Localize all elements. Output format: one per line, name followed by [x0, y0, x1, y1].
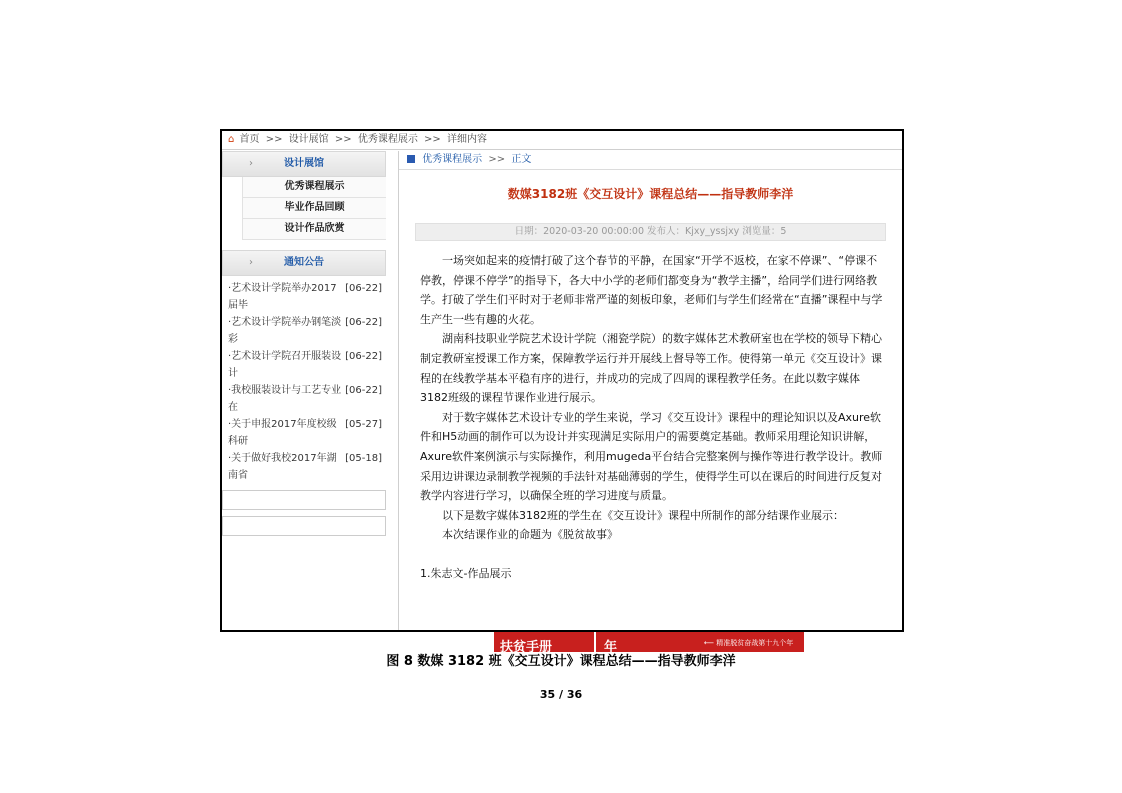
- notice-item-title[interactable]: ·关于申报2017年度校级科研: [228, 419, 337, 447]
- article-meta: 日期：2020-03-20 00:00:00 发布人：Kjxy_yssjxy 浏览量：5: [415, 223, 886, 241]
- article-crumb-section[interactable]: 优秀课程展示: [422, 154, 483, 165]
- breadcrumb-course-showcase[interactable]: 优秀课程展示: [357, 134, 418, 145]
- breadcrumb-separator: >>: [334, 134, 352, 145]
- notice-item[interactable]: [222, 348, 386, 382]
- notice-list: [222, 280, 386, 484]
- empty-panel: [222, 490, 386, 510]
- notice-item-title[interactable]: ·关于做好我校2017年湖南省: [228, 453, 337, 481]
- notice-item[interactable]: [222, 450, 386, 484]
- work-item-heading: 1.朱志文-作品展示: [420, 566, 512, 580]
- notice-item-title[interactable]: ·艺术设计学院举办钢笔淡彩: [228, 317, 342, 345]
- article-paragraph: 以下是数字媒体3182班的学生在《交互设计》课程中所制作的部分结课作业展示：: [442, 508, 844, 522]
- notice-item-date: [06-22]: [345, 283, 382, 294]
- notice-item[interactable]: [222, 382, 386, 416]
- sidebar-item-course-showcase[interactable]: 优秀课程展示: [242, 177, 386, 198]
- screenshot-frame: [220, 129, 904, 655]
- gallery-panel-header: [222, 151, 386, 177]
- notice-item-date: [05-18]: [345, 453, 382, 464]
- article-panel: [398, 151, 902, 655]
- article-paragraph: 本次结课作业的命题为《脱贫故事》: [442, 528, 618, 542]
- breadcrumb-separator: >>: [488, 154, 506, 165]
- notice-item[interactable]: [222, 416, 386, 450]
- breadcrumb: [222, 131, 902, 150]
- notice-item-title[interactable]: ·艺术设计学院召开服装设计: [228, 351, 342, 379]
- notice-item[interactable]: [222, 314, 386, 348]
- notice-title: 通知公告: [284, 257, 324, 268]
- notice-item-date: [06-22]: [345, 317, 382, 328]
- sidebar-item-graduation-works[interactable]: 毕业作品回顾: [242, 198, 386, 219]
- notice-item-title[interactable]: ·我校服装设计与工艺专业在: [228, 385, 342, 413]
- notice-panel-header: [222, 250, 386, 276]
- breadcrumb-separator: >>: [265, 134, 283, 145]
- breadcrumb-home[interactable]: 首页: [239, 134, 260, 145]
- banner-subtitle: ⟵ 精准脱贫奋战第十九个年: [704, 639, 794, 647]
- notice-item-date: [05-27]: [345, 419, 382, 430]
- article-body: [420, 251, 886, 584]
- document-icon: [407, 155, 415, 163]
- breadcrumb-current: 详细内容: [446, 134, 487, 145]
- chevron-right-icon: ›: [249, 158, 253, 169]
- empty-panel: [222, 516, 386, 536]
- notice-item-date: [06-22]: [345, 385, 382, 396]
- gallery-title: 设计展馆: [284, 158, 324, 169]
- notice-item-date: [06-22]: [345, 351, 382, 362]
- article-paragraph: 一场突如起来的疫情打破了这个春节的平静，在国家“开学不返校，在家不停课”、“停课不停教，停课不停学”的指导下，各大中小学的老师们都变身为“教学主播”，给同学们进行网络教学。打破了学生们平时对于老师非常严谨的刻板印象，老师们与学生们经常在“直播”课程中与学生产生一些有趣的火花。: [420, 254, 883, 326]
- home-icon: ⌂: [228, 134, 235, 145]
- page-number: 35 / 36: [539, 688, 583, 701]
- article-crumb-page: 正文: [511, 154, 532, 165]
- breadcrumb-separator: >>: [424, 134, 441, 145]
- left-sidebar: [222, 151, 386, 630]
- banner-title: 扶贫手册: [500, 640, 553, 655]
- sidebar-item-design-appreciation[interactable]: 设计作品欣赏: [242, 219, 386, 240]
- article-paragraph: 湖南科技职业学院艺术设计学院（湘瓷学院）的数字媒体艺术教研室也在学校的领导下精心制定教研室授课工作方案，保障教学运行并开展线上督导等工作。使得第一单元《交互设计》课程的在线教学基本平稳有序的进行，并成功的完成了四周的课程教学任务。在此以数字媒体3182班级的课程节课作业进行展示。: [420, 332, 882, 405]
- banner-year: 年: [604, 640, 618, 655]
- article-paragraph: 对于数字媒体艺术设计专业的学生来说，学习《交互设计》课程中的理论知识以及Axure软件和H5动画的制作可以为设计并实现满足实际用户的需要奠定基础。教师采用理论知识讲解，Axure软件案例演示与实际操作，利用mugeda平台结合完整案例与操作等进行教学设计。教师采用边讲课边录制教学视频的手法针对基础薄弱的学生，使得学生可以在课后的时间进行反复对教学内容进行学习，以确保全班的学习进度与质量。: [420, 410, 883, 503]
- work-preview-image: [494, 632, 804, 655]
- banner-divider: [594, 632, 596, 652]
- notice-item-title[interactable]: ·艺术设计学院举办2017届毕: [228, 283, 337, 311]
- article-breadcrumb: [399, 151, 902, 170]
- breadcrumb-gallery[interactable]: 设计展馆: [288, 134, 329, 145]
- chevron-right-icon: ›: [249, 257, 253, 268]
- notice-item[interactable]: [222, 280, 386, 314]
- figure-caption: 图 8 数媒 3182 班《交互设计》课程总结——指导教师李洋: [386, 654, 736, 669]
- article-title: 数媒3182班《交互设计》课程总结——指导教师李洋: [507, 187, 794, 201]
